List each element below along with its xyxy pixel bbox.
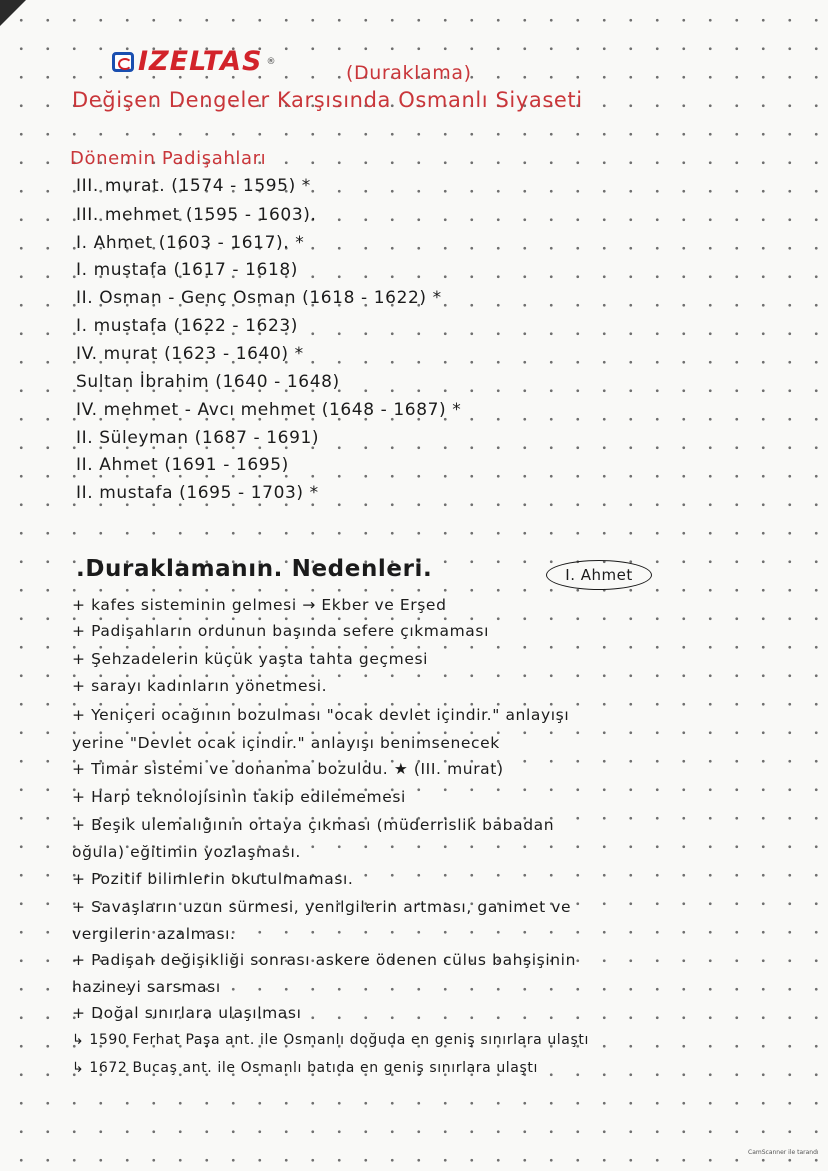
reign-item: II. Osman - Genç Osman (1618 - 1622) *	[76, 288, 442, 308]
page-corner-shadow	[0, 0, 26, 26]
cause-item: + Timar sistemi ve donanma bozuldu. ★ (III. murat)	[72, 760, 504, 778]
page-title: Değişen Dengeler Karşısında Osmanlı Siyaseti	[72, 88, 583, 112]
cause-item-continued: vergilerin azalması.	[72, 925, 236, 943]
cause-item: + Yeniçeri ocağının bozulması "ocak devlet içindir." anlayışı	[72, 706, 570, 724]
section-heading: Dönemin Padişahları	[70, 148, 267, 169]
cause-item: + Beşik ulemalığının ortaya çıkması (müderrislik babadan	[72, 816, 555, 834]
cause-item: + Savaşların uzun sürmesi, yenilgilerin artması, ganimet ve	[72, 898, 572, 916]
cause-item-continued: oğula) eğitimin yozlaşması.	[72, 843, 301, 861]
reign-item: Sultan İbrahim (1640 - 1648)	[76, 372, 340, 392]
cause-item: + Harp teknolojisinin takip edilememesi	[72, 788, 406, 806]
registered-mark: ®	[266, 56, 276, 67]
cause-subitem: ↳ 1590 Ferhat Paşa ant. ile Osmanlı doğuda en geniş sınırlara ulaştı	[72, 1032, 589, 1048]
reign-item: II. Ahmet (1691 - 1695)	[76, 455, 289, 475]
causes-heading: .Duraklamanın. Nedenleri.	[76, 556, 433, 582]
reign-item: IV. murat (1623 - 1640) *	[76, 344, 304, 364]
cause-item-continued: hazineyi sarsması	[72, 978, 221, 996]
reign-item: II. Süleyman (1687 - 1691)	[76, 428, 320, 448]
cause-item: + Pozitif bilimlerin okutulmaması.	[72, 870, 354, 888]
scanner-watermark: CamScanner ile tarandı	[748, 1149, 819, 1156]
reign-item: III. mehmet (1595 - 1603).	[76, 205, 317, 225]
reign-item: I. mustafa (1622 - 1623)	[76, 316, 299, 336]
reign-item: IV. mehmet - Avcı mehmet (1648 - 1687) *	[76, 400, 462, 420]
brand-logo	[112, 46, 275, 77]
reign-item: III. murat. (1574 - 1595) *	[76, 176, 311, 196]
cause-item: + Doğal sınırlara ulaşılması	[72, 1004, 302, 1022]
cause-item-continued: yerine "Devlet ocak içindir." anlayışı benimsenecek	[72, 734, 500, 752]
cause-item: + Padişahların ordunun başında sefere çıkmaması	[72, 622, 489, 640]
cause-subitem: ↳ 1672 Bucaş ant. ile Osmanlı batıda en geniş sınırlara ulaştı	[72, 1060, 538, 1076]
brand-logo-text: IZELTAS	[138, 46, 263, 77]
circled-note: I. Ahmet	[546, 560, 652, 590]
page-subtitle: (Duraklama)	[346, 62, 472, 84]
reign-item: II. mustafa (1695 - 1703) *	[76, 483, 319, 503]
reign-item: I. mustafa (1617 - 1618)	[76, 260, 299, 280]
reign-item: I. Ahmet (1603 - 1617). *	[76, 233, 305, 253]
cause-item: + kafes sisteminin gelmesi → Ekber ve Erşed	[72, 596, 447, 614]
cause-item: + Şehzadelerin küçük yaşta tahta geçmesi	[72, 650, 429, 668]
cause-item: + sarayı kadınların yönetmesi.	[72, 677, 328, 695]
brand-logo-icon	[112, 52, 134, 72]
cause-item: + Padişah değişikliği sonrası askere ödenen cülus bahşişinin	[72, 951, 577, 969]
